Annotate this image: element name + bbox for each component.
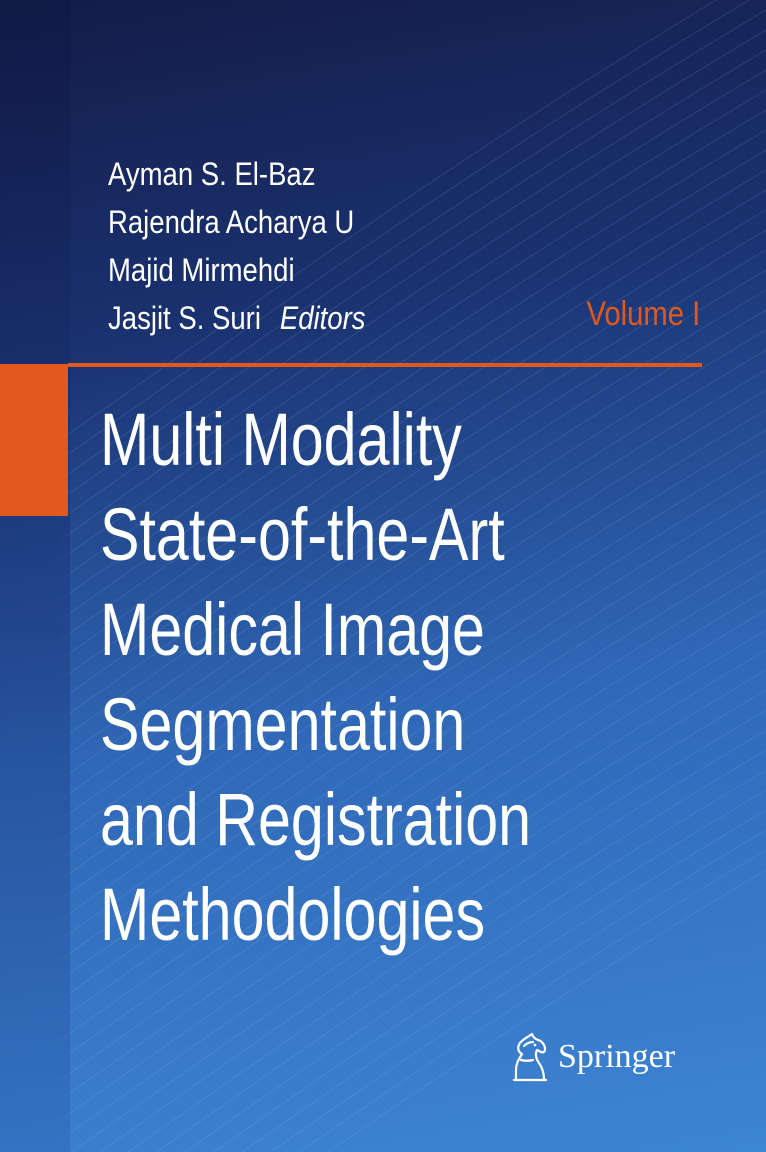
editors-label: Editors — [279, 300, 366, 336]
title-line: Multi Modality — [100, 398, 462, 481]
editor-name: Rajendra Acharya U — [108, 204, 355, 240]
orange-accent-block — [0, 364, 68, 516]
publisher-logo — [508, 1030, 675, 1084]
title-line: Methodologies — [100, 873, 486, 956]
springer-horse-icon — [508, 1030, 552, 1084]
title-line: Medical Image — [100, 588, 485, 671]
editors-block — [108, 150, 407, 342]
left-dark-strip — [0, 0, 70, 1152]
editor-line-with-label — [108, 294, 366, 342]
editor-name: Ayman S. El-Baz — [108, 156, 316, 192]
orange-divider-rule — [68, 363, 702, 367]
editor-name: Jasjit S. Suri — [108, 300, 261, 336]
title-line: Segmentation — [100, 683, 466, 766]
editor-name: Majid Mirmehdi — [108, 252, 295, 288]
title-line: and Registration — [100, 778, 532, 861]
publisher-name: Springer — [558, 1038, 676, 1075]
title-line: State-of-the-Art — [100, 493, 505, 576]
book-title — [100, 392, 639, 962]
volume-label: Volume I — [586, 295, 700, 333]
